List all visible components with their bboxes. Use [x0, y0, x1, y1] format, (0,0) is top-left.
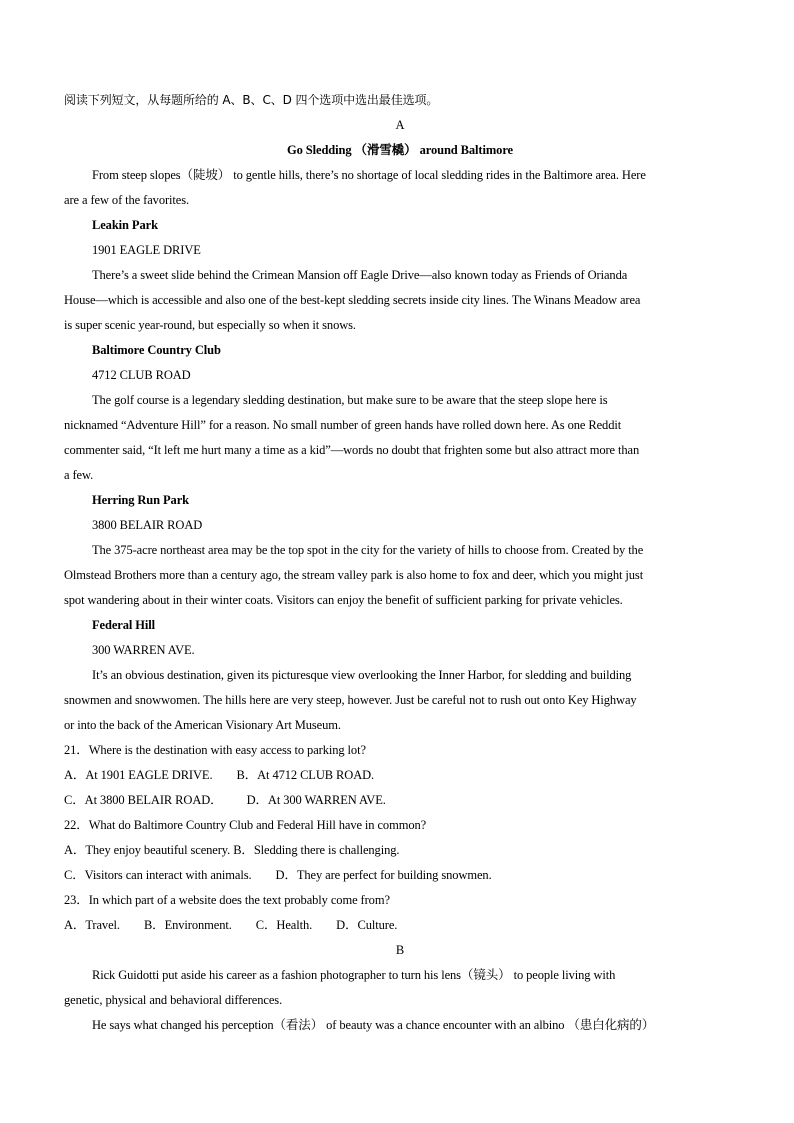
intro-line: are a few of the favorites. [64, 193, 190, 207]
paragraph-line: genetic, physical and behavioral differences. [64, 993, 283, 1007]
section-heading-leakin-park: Leakin Park [92, 218, 158, 232]
option-a-b: A．They enjoy beautiful scenery. B．Sledding there is challenging. [64, 843, 400, 857]
passage-a-label: A [395, 118, 405, 132]
paragraph-line: commenter said, “It left me hurt many a time as a kid”—words no doubt that frighten some but also attract more than [64, 443, 640, 457]
paragraph-line: The 375-acre northeast area may be the top spot in the city for the variety of hills to choose from. Created by the [92, 543, 644, 557]
paragraph-line: snowmen and snowwomen. The hills here are very steep, however. Just be careful not to rush out onto Key Highway [64, 693, 637, 707]
passage-b-label: B [395, 943, 405, 957]
option-d: D．Culture. [336, 918, 398, 932]
section-address: 1901 EAGLE DRIVE [92, 243, 201, 257]
paragraph-line: It’s an obvious destination, given its picturesque view overlooking the Inner Harbor, for sledding and building [92, 668, 632, 682]
section-address: 300 WARREN AVE. [92, 643, 195, 657]
section-heading-herring-run-park: Herring Run Park [92, 493, 190, 507]
section-heading-baltimore-country-club: Baltimore Country Club [92, 343, 221, 357]
question-22-options [64, 838, 736, 863]
question-21-options [64, 763, 736, 788]
paragraph-line: There’s a sweet slide behind the Crimean Mansion off Eagle Drive—also known today as Friends of Orianda [92, 268, 628, 282]
paragraph-line: a few. [64, 468, 94, 482]
section-address: 3800 BELAIR ROAD [92, 518, 203, 532]
question-21-options [64, 788, 736, 813]
paragraph-line: He says what changed his perception（看法） of beauty was a chance encounter with an albino （患白化病的） [92, 1018, 655, 1032]
question-21-stem: 21．Where is the destination with easy access to parking lot? [64, 743, 366, 757]
question-22-stem: 22．What do Baltimore Country Club and Federal Hill have in common? [64, 818, 427, 832]
document-page [64, 88, 736, 1038]
option-c: C．Visitors can interact with animals. [64, 868, 252, 882]
option-c: C．Health. [255, 918, 313, 932]
option-d: D．They are perfect for building snowmen. [275, 868, 492, 882]
paragraph-line: Olmstead Brothers more than a century ago, the stream valley park is also home to fox and deer, which you might just [64, 568, 644, 582]
paragraph-line: or into the back of the American Visionary Art Museum. [64, 718, 341, 732]
section-address: 4712 CLUB ROAD [92, 368, 191, 382]
option-d: D．At 300 WARREN AVE. [246, 793, 386, 807]
option-b: B．At 4712 CLUB ROAD. [236, 768, 375, 782]
option-b: B．Environment. [143, 918, 232, 932]
paragraph-line: House—which is accessible and also one of the best-kept sledding secrets inside city lines. The Winans Meadow area [64, 293, 641, 307]
question-23-stem: 23．In which part of a website does the text probably come from? [64, 893, 390, 907]
question-23-options [64, 913, 736, 938]
option-a: A．At 1901 EAGLE DRIVE. [64, 768, 213, 782]
intro-line: From steep slopes（陡坡） to gentle hills, there’s no shortage of local sledding rides in the Baltimore area. Here [92, 168, 646, 182]
option-a: A．Travel. [64, 918, 120, 932]
paragraph-line: is super scenic year-round, but especially so when it snows. [64, 318, 356, 332]
option-c: C．At 3800 BELAIR ROAD． [64, 793, 223, 807]
paragraph-line: Rick Guidotti put aside his career as a fashion photographer to turn his lens（镜头） to people living with [92, 968, 616, 982]
question-22-options [64, 863, 736, 888]
paragraph-line: spot wandering about in their winter coats. Visitors can enjoy the benefit of sufficient parking for private vehicles. [64, 593, 623, 607]
section-heading-federal-hill: Federal Hill [92, 618, 156, 632]
passage-a-title: Go Sledding （滑雪橇） around Baltimore [286, 143, 514, 157]
instructions: 阅读下列短文，从每题所给的 A、B、C、D 四个选项中选出最佳选项。 [64, 93, 439, 107]
paragraph-line: The golf course is a legendary sledding destination, but make sure to be aware that the steep slope here is [92, 393, 608, 407]
paragraph-line: nicknamed “Adventure Hill” for a reason. No small number of green hands have rolled down here. As one Reddit [64, 418, 622, 432]
